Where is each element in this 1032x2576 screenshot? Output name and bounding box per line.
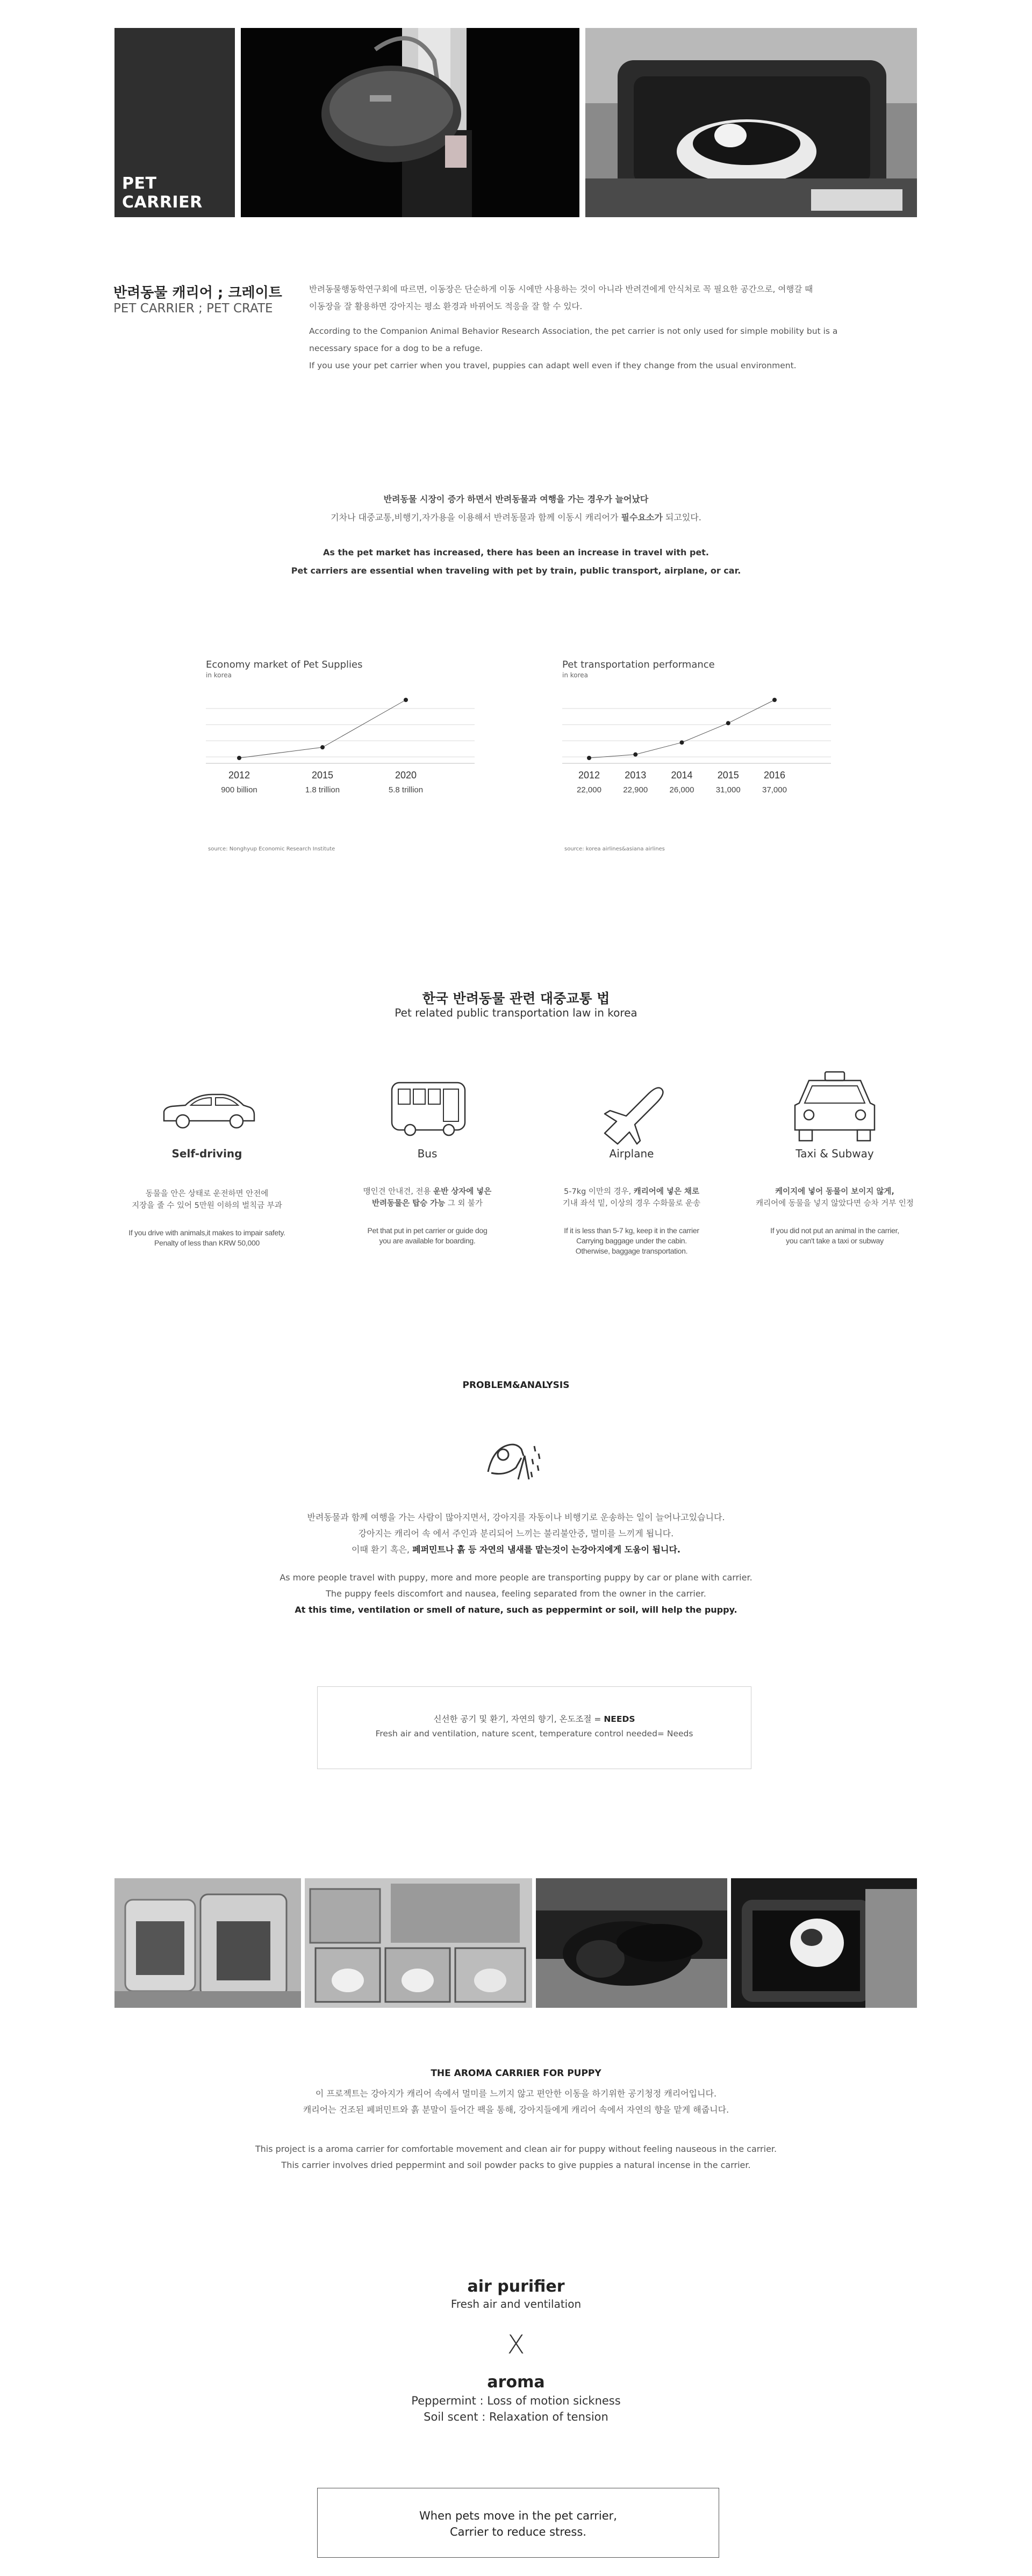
problem-kr-line-2: 강아지는 캐리어 속 에서 주인과 분리되어 느끼는 불리불안증, 멀미를 느끼게 됩니다. [358,1528,674,1539]
chart-1-title: Economy market of Pet Supplies [206,659,363,670]
law-kr-self-driving [118,1188,296,1212]
law-kr-airplane-1a: 5-7kg 이만의 경우, [564,1187,634,1196]
chart-1-value-label: 1.8 trillion [305,785,340,795]
intro-en-line-2: necessary space for a dog to be a refuge. [309,344,483,353]
intro-kr-line-1: 반려동물행동학연구회에 따르면, 이동장은 단순하게 이동 시에만 사용하는 것이 아니라 반려견에게 안식처로 꼭 필요한 공간으로, 여행갈 때 [309,284,813,294]
airplane-icon [572,1070,691,1145]
chart-1-subtitle: in korea [206,671,232,679]
problem-kr-line-3-emphasis: 페퍼민트나 흙 등 자연의 냄새를 맡는것이 는강아지에게 도움이 됩니다. [412,1544,680,1555]
law-kr-bus-1a: 맹인견 안내견, 전용 [363,1187,434,1196]
chart-2-value-label: 22,900 [623,785,648,795]
law-en-self-driving [118,1228,296,1248]
law-kr-airplane-2: 기내 좌석 밑, 이상의 경우 수화물로 운송 [562,1199,701,1208]
needs-en: Fresh air and ventilation, nature scent, temperature control needed= Needs [375,1729,693,1738]
photo-dogs-in-crates [305,1878,532,2008]
law-en-bus [339,1226,516,1246]
chart-2-category-label: 2015 [717,770,739,781]
concept-purifier-title: air purifier [467,2277,565,2296]
aroma-kr-line-2: 캐리어는 건조된 페퍼민트와 흙 분말이 들어간 팩을 통해, 강아지들에게 캐리어 속에서 자연의 향을 맡게 해줍니다. [303,2105,729,2115]
chart-2-subtitle: in korea [562,671,589,679]
aroma-kr-line-1: 이 프로젝트는 강아지가 캐리어 속에서 멀미를 느끼지 않고 편안한 이동을 하기위한 공기청정 캐리어입니다. [315,2088,717,2099]
law-column-bus [339,1070,516,1246]
intro-kr-line-2: 이동장을 잘 활용하면 강아지는 평소 환경과 바뀌어도 적응을 잘 할 수 있다. [309,302,583,311]
intro-title-kr: 반려동물 캐리어 ; 크레이트 [113,285,282,301]
aroma-carrier-title: THE AROMA CARRIER FOR PUPPY [431,2068,601,2079]
intro-body [309,281,922,380]
chart-1-category-label: 2015 [311,770,334,781]
needs-box [317,1686,751,1769]
intro-en-line-3: If you use your pet carrier when you travel, puppies can adapt well even if they change from the usual environment. [309,361,797,370]
chart-1-source: source: Nonghyup Economic Research Institute [208,846,335,852]
chart-1-category-label: 2012 [228,770,250,781]
chart-1-value-label: 5.8 trillion [388,785,424,795]
law-en-airplane-3: Otherwise, baggage transportation. [575,1247,688,1255]
chart-2-category-label: 2013 [625,770,647,781]
law-en-airplane-1: If it is less than 5-7 kg, keep it in the carrier [564,1226,699,1235]
chart-2-title: Pet transportation performance [562,659,715,670]
law-kr-self-driving-1: 동물을 안은 상태로 운전하면 안전에 [145,1190,269,1198]
chart-1-category-label: 2020 [395,770,417,781]
chart-transportation-performance [562,659,831,679]
needs-kr [317,1713,751,1725]
problem-kr-line-3-a: 이때 환기 혹은, [352,1544,413,1555]
law-kr-airplane-1b: 캐리어에 넣은 채로 [633,1187,699,1196]
law-kr-bus [339,1186,516,1210]
law-en-self-driving-2: Penalty of less than KRW 50,000 [154,1239,260,1247]
chart-2-value-label: 37,000 [762,785,787,795]
law-column-airplane [543,1070,720,1256]
law-en-taxi-subway [746,1226,923,1246]
concept-aroma-title: aroma [487,2373,545,2392]
intro-en-line-1: According to the Companion Animal Behavior Research Association, the pet carrier is not only used for simple mobility but is a [309,326,838,336]
law-kr-bus-2c: 그 외 불가 [445,1199,483,1208]
chart-2-point [772,698,777,702]
car-icon [148,1070,266,1145]
problem-en-line-2: The puppy feels discomfort and nausea, feeling separated from the owner in the carrier. [326,1588,706,1599]
law-title-en: Pet related public transportation law in korea [395,1006,637,1019]
aroma-en-line-1: This project is a aroma carrier for comfortable movement and clean air for puppy without feeling nauseous in the carrier. [255,2144,777,2154]
needs-kr-text: 신선한 공기 및 환기, 자연의 향기, 온도조절 = [433,1714,604,1724]
chart-1-plot [206,683,475,828]
chart-2-point [680,740,684,745]
law-kr-taxi-1b: 케이지에 넣어 동물이 보이지 않게, [775,1187,894,1196]
hero-label-panel [114,28,235,217]
law-kr-bus-1b: 운반 상자에 넣은 [433,1187,492,1196]
law-column-self-driving [118,1070,296,1248]
law-title-kr: 한국 반려동물 관련 대중교통 법 [422,991,610,1006]
chart-2-category-label: 2012 [578,770,600,781]
bus-icon [368,1070,486,1145]
market-kr-line-2-emphasis: 필수요소가 [621,512,663,523]
law-en-taxi-1: If you did not put an animal in the carrier, [770,1226,899,1235]
law-kr-taxi-2: 캐리어에 동물을 넣지 않았다면 승차 거부 인정 [756,1199,914,1208]
hero-photo-man-with-carrier [241,28,579,217]
law-en-taxi-2: you can't take a taxi or subway [786,1236,884,1245]
law-kr-airplane [543,1186,720,1210]
photo-dog-entering-carrier [731,1878,917,2008]
chart-2-category-label: 2016 [763,770,786,781]
market-en-line-2: Pet carriers are essential when traveling with pet by train, public transport, airplane, or car. [291,566,741,576]
final-statement-box [317,2488,719,2558]
aroma-en-line-2: This carrier involves dried peppermint and soil powder packs to give puppies a natural incense in the carrier. [281,2160,751,2170]
law-kr-bus-2b: 반려동물은 탑승 가능 [371,1199,446,1208]
problem-kr-line-3 [0,1543,1032,1555]
taxi-icon [776,1070,894,1145]
law-en-airplane [543,1226,720,1256]
law-name-airplane: Airplane [609,1147,654,1160]
problem-title: PROBLEM&ANALYSIS [462,1380,570,1391]
chart-2-category-label: 2014 [671,770,693,781]
chart-2-point [587,756,591,760]
chart-economy-market [206,659,475,679]
sick-dog-icon [484,1430,548,1489]
law-name-self-driving: Self-driving [171,1147,242,1160]
market-kr-line-2-a: 기차나 대중교통,비행기,자가용을 이용해서 반려동물과 함께 이동시 캐리어가 [331,512,621,523]
problem-kr-line-1: 반려동물과 함께 여행을 가는 사람이 많아지면서, 강아지를 자동이나 비행기로 운송하는 일이 늘어나고있습니다. [307,1512,725,1522]
concept-aroma-line-1: Peppermint : Loss of motion sickness [411,2394,621,2407]
problem-en-line-1: As more people travel with puppy, more and more people are transporting puppy by car or plane with carrier. [280,1572,752,1583]
chart-1-point [320,745,325,749]
law-en-self-driving-1: If you drive with animals,it makes to impair safety. [128,1228,285,1237]
law-kr-taxi-subway [746,1186,923,1210]
intro-title-en: PET CARRIER ; PET CRATE [113,302,273,316]
chart-1-point [237,756,241,760]
final-line-1: When pets move in the pet carrier, [419,2509,617,2522]
concept-purifier-subtitle: Fresh air and ventilation [450,2298,582,2310]
market-kr-line-2-c: 되고있다. [662,512,701,523]
photo-stacked-crates [114,1878,301,2008]
concept-cross-symbol: X [507,2330,525,2360]
chart-2-value-label: 26,000 [669,785,694,795]
photo-dog-lying-down [536,1878,727,2008]
chart-1-value-label: 900 billion [221,785,257,795]
final-line-2: Carrier to reduce stress. [450,2525,586,2538]
market-en-line-1: As the pet market has increased, there has been an increase in travel with pet. [323,547,709,557]
chart-1-point [404,698,408,702]
chart-2-point [726,721,730,725]
needs-label: NEEDS [604,1714,635,1724]
law-en-airplane-2: Carrying baggage under the cabin. [576,1236,687,1245]
problem-en-line-3: At this time, ventilation or smell of nature, such as peppermint or soil, will help the puppy. [295,1605,737,1615]
market-kr-line-1: 반려동물 시장이 증가 하면서 반려동물과 여행을 가는 경우가 늘어났다 [383,494,649,504]
concept-aroma-line-2: Soil scent : Relaxation of tension [424,2410,608,2423]
law-name-bus: Bus [417,1147,438,1160]
law-name-taxi-subway: Taxi & Subway [796,1147,874,1160]
chart-2-point [633,753,637,757]
law-kr-self-driving-2: 지장을 줄 수 있어 5만원 이하의 벌칙금 부과 [132,1201,282,1210]
chart-2-source: source: korea airlines&asiana airlines [564,846,665,852]
chart-2-value-label: 31,000 [715,785,741,795]
law-en-bus-2: you are available for boarding. [379,1236,476,1245]
law-column-taxi-subway [746,1070,923,1246]
hero-label: PET CARRIER [122,174,203,212]
market-kr-line-2 [0,511,1032,523]
chart-2-plot [562,683,831,828]
law-en-bus-1: Pet that put in pet carrier or guide dog [367,1226,488,1235]
chart-2-value-label: 22,000 [577,785,601,795]
hero-photo-dog-in-carrier [585,28,917,217]
